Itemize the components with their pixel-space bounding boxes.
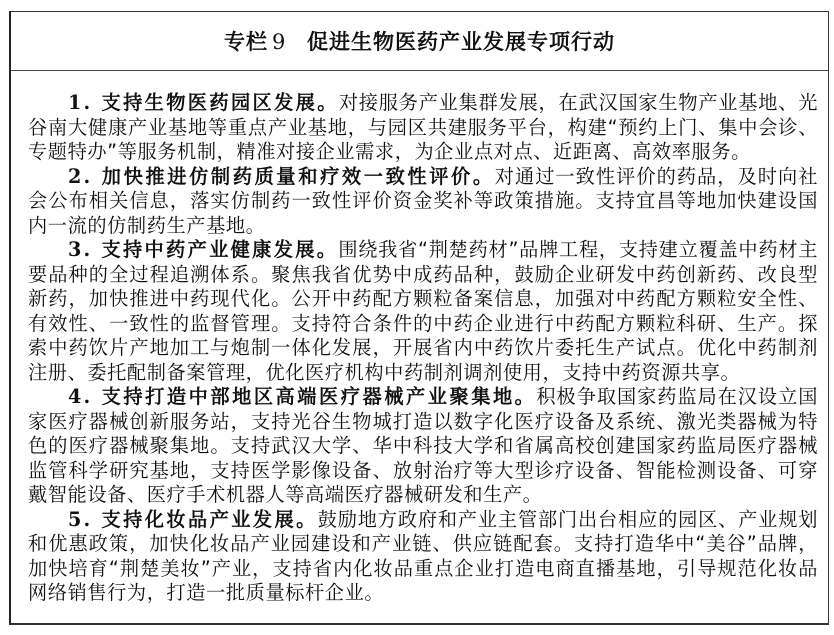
item-5-lead: 5. 支持化妆品产业发展。	[68, 507, 318, 531]
item-3	[28, 238, 818, 385]
item-2-text: 对通过一致性评价的药品，及时向社会公布相关信息，落实仿制药一致性评价资金奖补等政策措施。支持宜昌等地加快建设国内一流的仿制药生产基地。	[28, 164, 818, 237]
title-number: 9	[272, 30, 287, 54]
column-box	[9, 11, 829, 625]
item-2-lead: 2. 加快推进仿制药质量和疗效一致性评价。	[68, 164, 495, 188]
box-title	[224, 26, 615, 56]
item-4	[28, 385, 818, 508]
box-body	[28, 91, 818, 606]
item-1	[28, 91, 818, 165]
item-4-text: 积极争取国家药监局在汉设立国家医疗器械创新服务站，支持光谷生物城打造以数字化医疗设备及系统、激光类器械为特色的医疗器械聚集地。支持武汉大学、华中科技大学和省属高校创建国家药监局医疗器械监管科学研究基地，支持医学影像设备、放射治疗等大型诊疗设备、智能检测设备、可穿戴智能设备、医疗手术机器人等高端医疗器械研发和生产。	[28, 385, 818, 506]
item-2	[28, 165, 818, 239]
item-3-text: 围绕我省“荆楚药材”品牌工程，支持建立覆盖中药材主要品种的全过程追溯体系。聚焦我省优势中成药品种，鼓励企业研发中药创新药、改良型新药，加快推进中药现代化。公开中药配方颗粒备案信息，加强对中药配方颗粒安全性、有效性、一致性的监督管理。支持符合条件的中药企业进行中药配方颗粒科研、生产。探索中药饮片产地加工与炮制一体化发展，开展省内中药饮片委托生产试点。优化中药制剂注册、委托配制备案管理，优化医疗机构中药制剂调剂使用，支持中药资源共享。	[28, 238, 818, 384]
title-prefix: 专栏	[224, 30, 268, 54]
item-5-text: 鼓励地方政府和产业主管部门出台相应的园区、产业规划和优惠政策，加快化妆品产业园建设和产业链、供应链配套。支持打造华中“美谷”品牌，加快培育“荆楚美妆”产业，支持省内化妆品重点企业打造电商直播基地，引导规范化妆品网络销售行为，打造一批质量标杆企业。	[28, 507, 819, 604]
item-3-lead: 3. 支持中药产业健康发展。	[68, 238, 339, 261]
box-header	[11, 12, 828, 71]
item-1-lead: 1. 支持生物医药园区发展。	[68, 91, 339, 114]
item-4-lead: 4. 支持打造中部地区高端医疗器械产业聚集地。	[68, 385, 537, 408]
item-5	[28, 508, 818, 606]
item-1-text: 对接服务产业集群发展，在武汉国家生物产业基地、光谷南大健康产业基地等重点产业基地，与园区共建服务平台，构建“预约上门、集中会诊、专题特办”等服务机制，精准对接企业需求，为企业点对点、近距离、高效率服务。	[28, 91, 818, 163]
title-text: 促进生物医药产业发展专项行动	[307, 30, 615, 54]
